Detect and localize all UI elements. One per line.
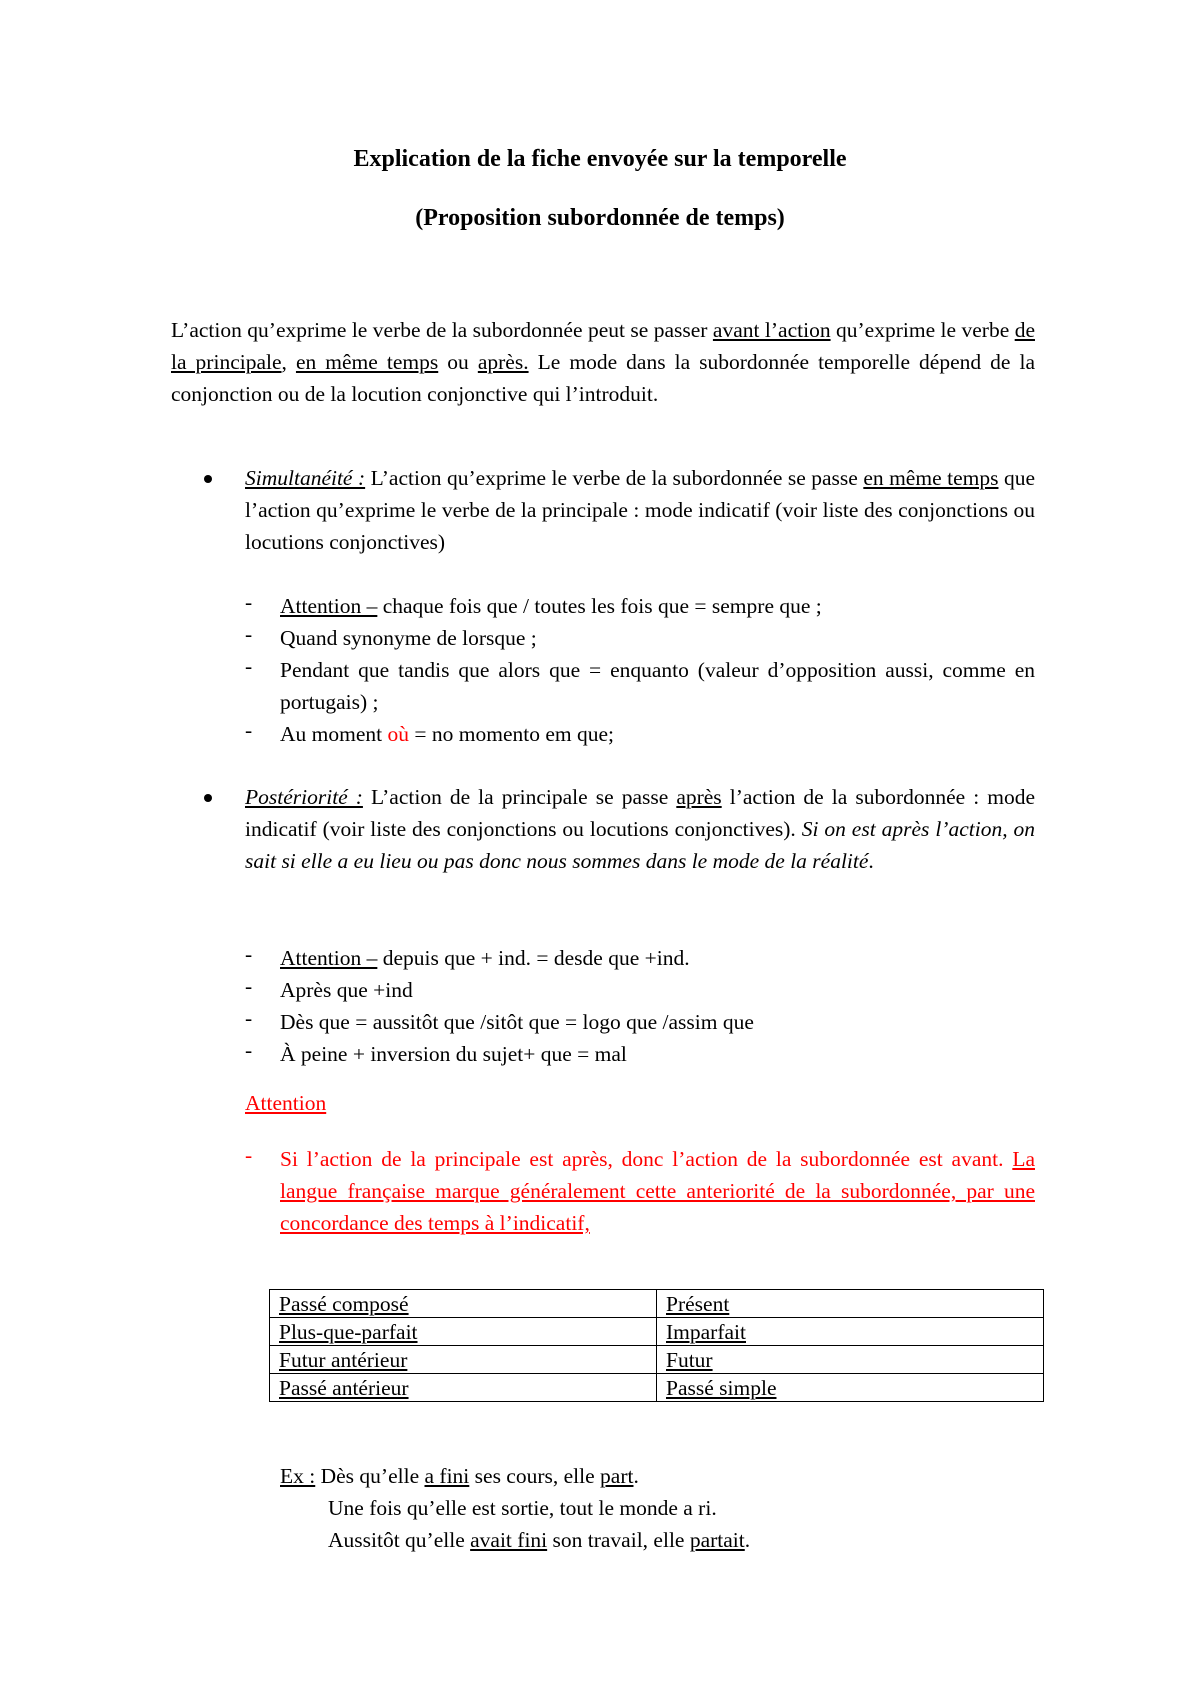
dash-marker: - xyxy=(245,1143,253,1167)
table-cell: Présent xyxy=(657,1290,1044,1318)
example-line: Ex : Dès qu’elle a fini ses cours, elle part. xyxy=(280,1464,639,1488)
dash-marker: - xyxy=(245,654,253,678)
example-line: Aussitôt qu’elle avait fini son travail, elle partait. xyxy=(328,1528,751,1552)
table-cell: Passé simple xyxy=(657,1374,1044,1402)
table-cell: Plus-que-parfait xyxy=(270,1318,657,1346)
intro-paragraph: L’action qu’exprime le verbe de la subordonnée peut se passer avant l’action qu’exprime le verbe de la principale, en même temps ou après. Le mode dans la subordonnée temporelle dépend de la conjonction ou de la locution conjonctive qui l’introduit. xyxy=(171,318,1036,406)
document-title: Explication de la fiche envoyée sur la temporelle xyxy=(353,146,847,172)
table-cell: Futur xyxy=(657,1346,1044,1374)
dash-marker: - xyxy=(245,1038,253,1062)
table-cell: Passé composé xyxy=(270,1290,657,1318)
list-item: Attention – chaque fois que / toutes les fois que = sempre que ; xyxy=(280,594,822,618)
table-row xyxy=(270,1374,1044,1402)
attention-paragraph: Si l’action de la principale est après, donc l’action de la subordonnée est avant. La langue française marque généralement cette anteriorité de la subordonnée, par une concordance des temps à l’indicatif, xyxy=(280,1147,1035,1235)
dash-marker: - xyxy=(245,590,253,614)
simultaneite-paragraph: Simultanéité : L’action qu’exprime le verbe de la subordonnée se passe en même temps que l’action qu’exprime le verbe de la principale : mode indicatif (voir liste des conjonctions ou locutions conjonctives) xyxy=(245,466,1035,554)
dash-marker: - xyxy=(245,942,253,966)
bullet-icon xyxy=(204,794,212,802)
list-item: Quand synonyme de lorsque ; xyxy=(280,626,537,650)
list-item: Après que +ind xyxy=(280,978,413,1002)
list-item: Pendant que tandis que alors que = enquanto (valeur d’opposition aussi, comme en portugais) ; xyxy=(280,658,1035,714)
table-row xyxy=(270,1318,1044,1346)
list-item: Au moment où = no momento em que; xyxy=(280,722,614,746)
list-item: À peine + inversion du sujet+ que = mal xyxy=(280,1042,627,1066)
table-cell: Passé antérieur xyxy=(270,1374,657,1402)
table-row xyxy=(270,1346,1044,1374)
dash-marker: - xyxy=(245,974,253,998)
example-line: Une fois qu’elle est sortie, tout le monde a ri. xyxy=(328,1496,717,1520)
table-row xyxy=(270,1290,1044,1318)
posteriorite-paragraph: Postériorité : L’action de la principale se passe après l’action de la subordonnée : mode indicatif (voir liste des conjonctions ou locutions conjonctives). Si on est après l’action, on sait si elle a eu lieu ou pas donc nous sommes dans le mode de la réalité. xyxy=(245,785,1036,873)
list-item: Attention – depuis que + ind. = desde que +ind. xyxy=(280,946,690,970)
dash-marker: - xyxy=(245,622,253,646)
document-subtitle: (Proposition subordonnée de temps) xyxy=(415,205,785,231)
table-cell: Imparfait xyxy=(657,1318,1044,1346)
dash-marker: - xyxy=(245,1006,253,1030)
list-item: Dès que = aussitôt que /sitôt que = logo que /assim que xyxy=(280,1010,754,1034)
table-cell: Futur antérieur xyxy=(270,1346,657,1374)
tense-concordance-table xyxy=(269,1289,1044,1402)
attention-heading: Attention xyxy=(245,1091,327,1115)
dash-marker: - xyxy=(245,718,253,742)
bullet-icon xyxy=(204,475,212,483)
